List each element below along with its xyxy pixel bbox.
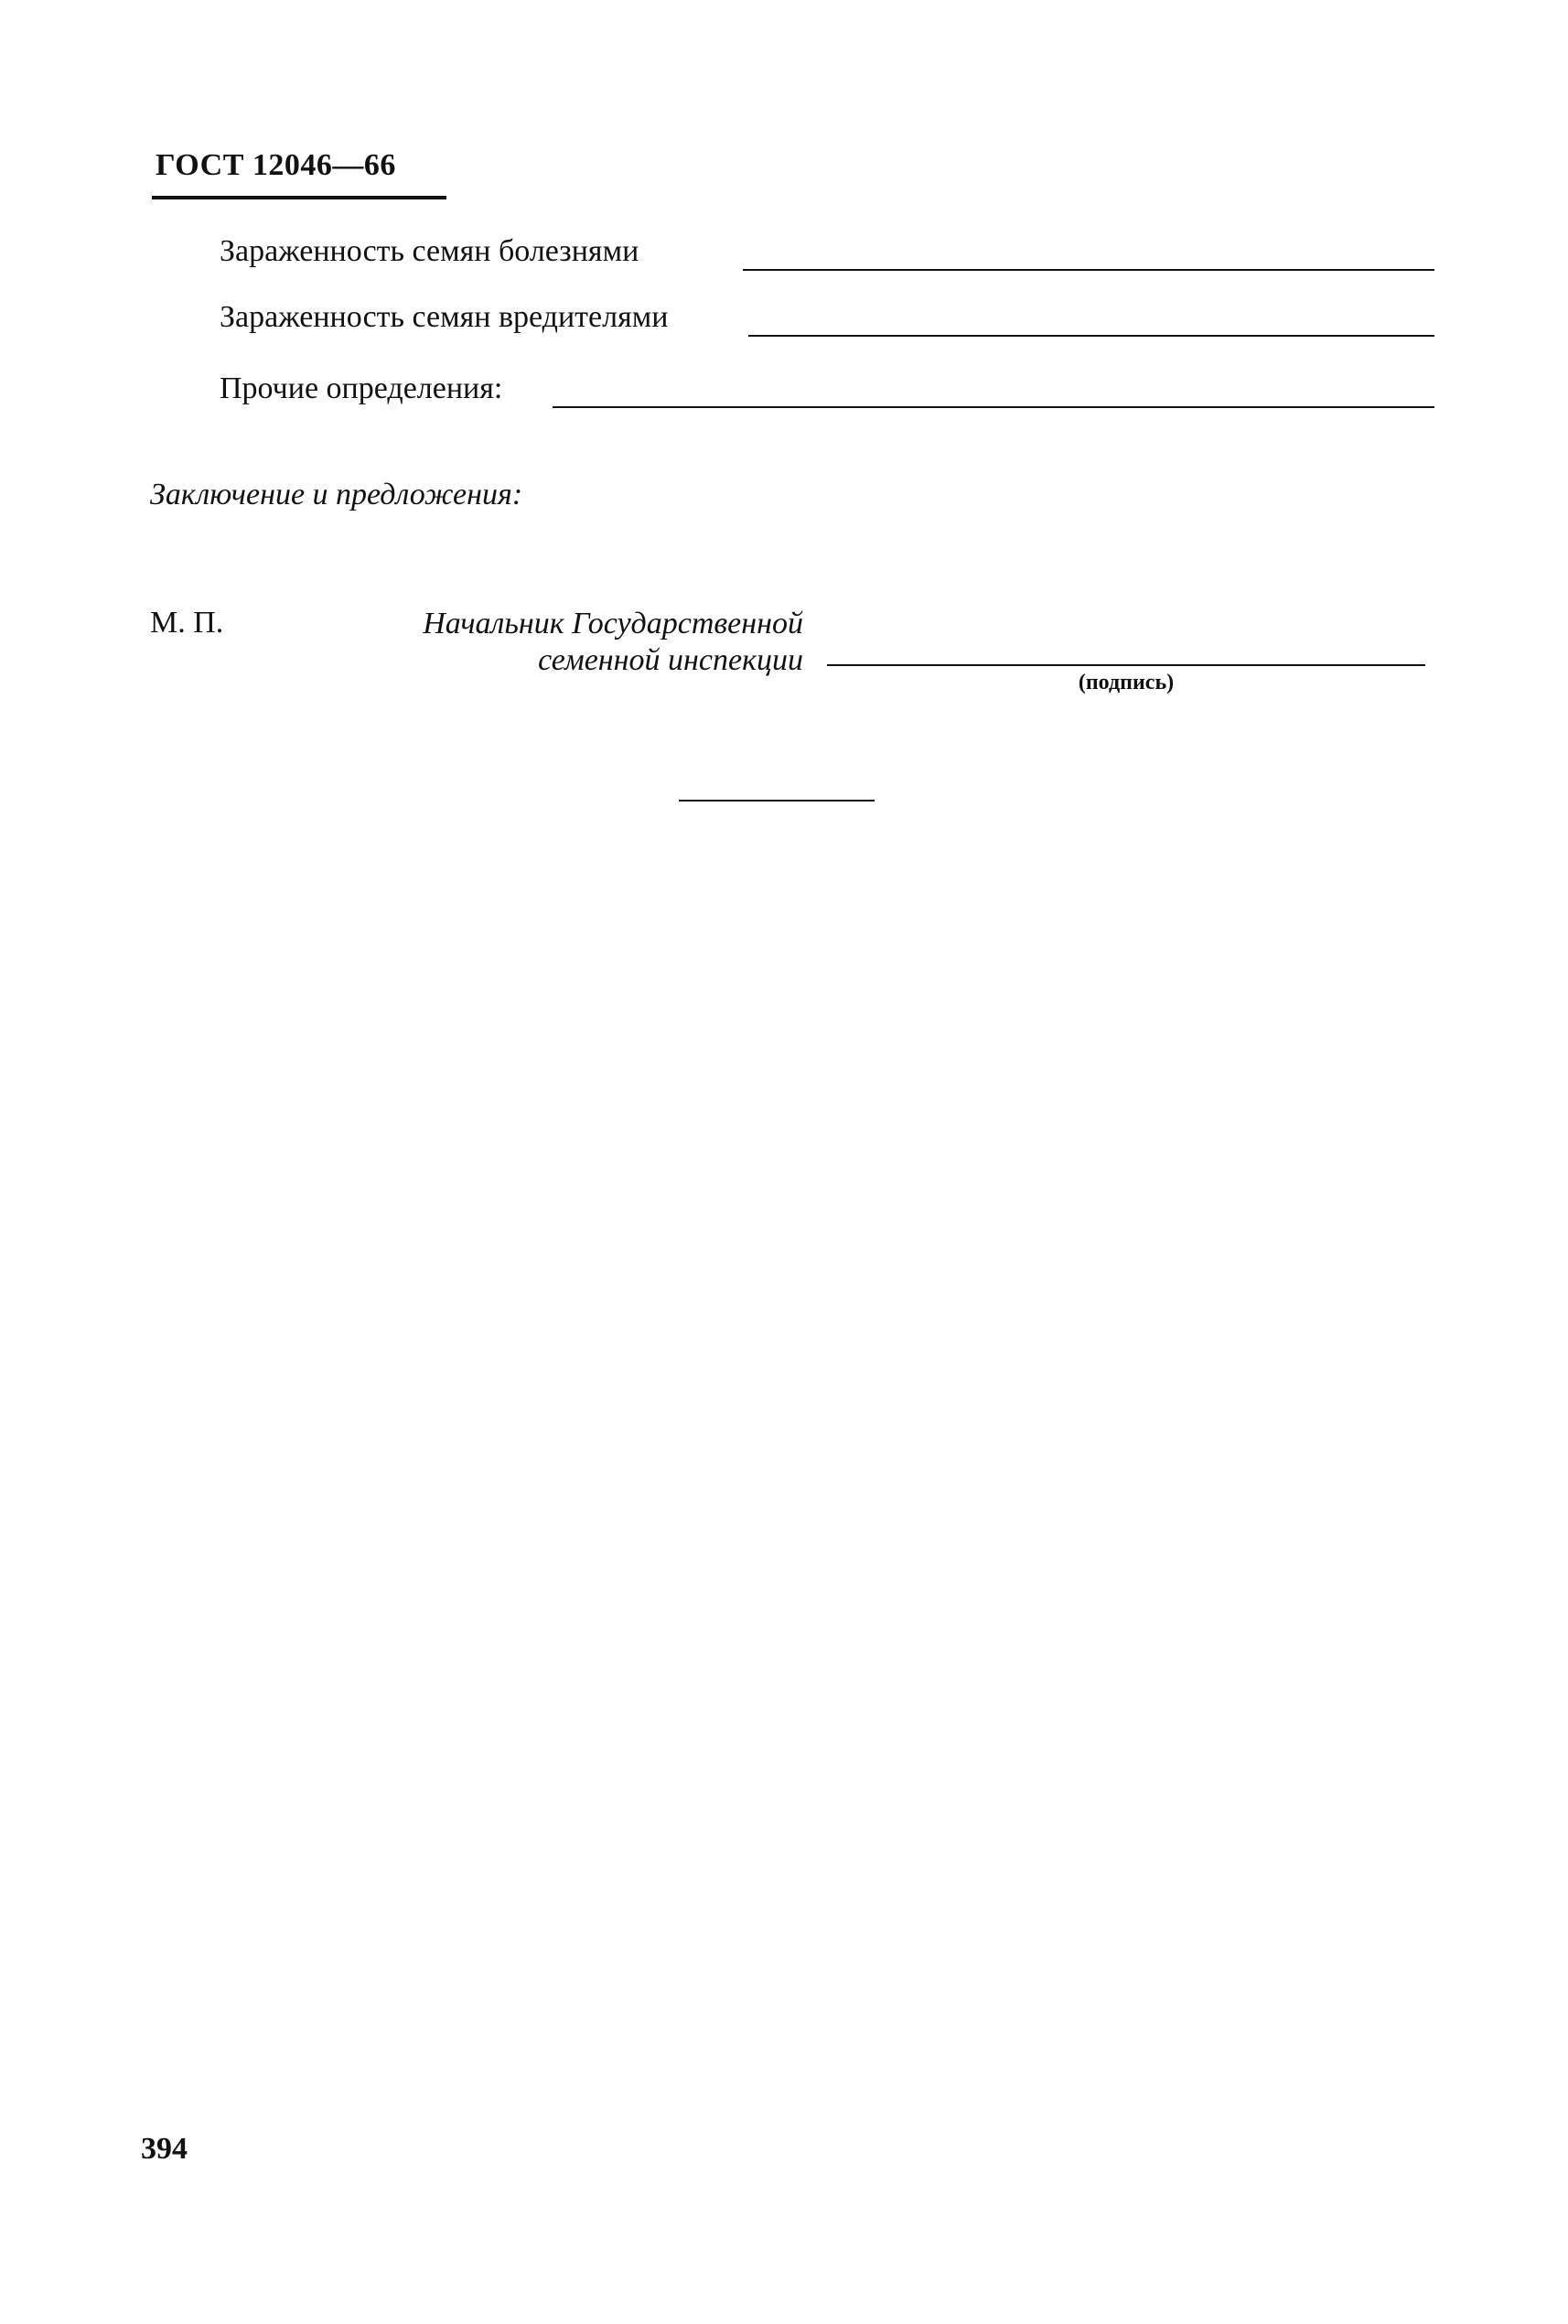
conclusion-label: Заключение и предложения: xyxy=(150,478,523,511)
field-label: Зараженность семян вредителями xyxy=(220,300,669,334)
signer-title-line: семенной инспекции xyxy=(538,643,803,677)
signature-caption: (подпись) xyxy=(1078,671,1175,694)
field-row-other xyxy=(220,362,1434,408)
field-blank-line xyxy=(748,335,1434,337)
field-blank-line xyxy=(553,406,1434,408)
field-row-diseases xyxy=(220,225,1434,271)
end-rule xyxy=(679,800,875,802)
field-blank-line xyxy=(743,269,1434,271)
header-rule xyxy=(152,196,446,199)
field-label: Зараженность семян болезнями xyxy=(220,234,639,268)
document-header: ГОСТ 12046—66 xyxy=(156,148,396,182)
signer-title-line: Начальник Государственной xyxy=(423,607,803,640)
stamp-place: М. П. xyxy=(150,606,224,640)
page-number: 394 xyxy=(141,2132,188,2166)
field-label: Прочие определения: xyxy=(220,371,503,405)
signer-title xyxy=(423,606,803,679)
signature-line xyxy=(827,664,1425,666)
field-row-pests xyxy=(220,291,1434,337)
